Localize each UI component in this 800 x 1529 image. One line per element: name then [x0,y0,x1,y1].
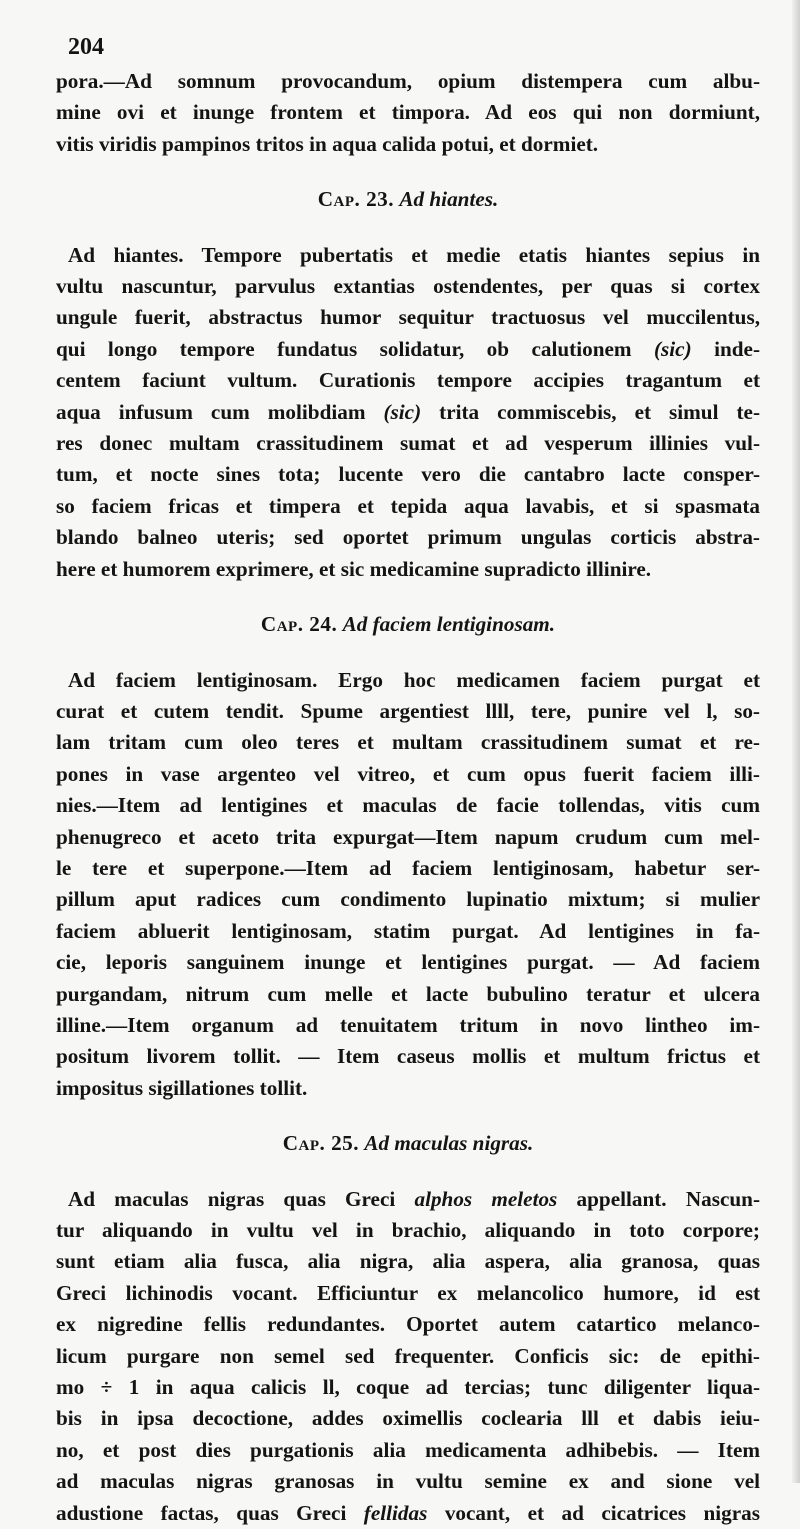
text-line: qui longo tempore fundatus solidatur, ob calutionem (sic) inde- [56,336,760,361]
text-line: ungule fuerit, abstractus humor sequitur tractuosus vel muccilentus, [56,305,760,330]
text-line: positum livorem tollit. — Item caseus mollis et multum frictus et [56,1044,760,1069]
page-number: 204 [68,34,104,60]
text-line: pillum aput radices cum condimento lupinatio mixtum; si mulier [56,887,760,912]
chapter-title: Ad maculas nigras. [364,1131,534,1156]
text-line: Ad faciem lentiginosam. Ergo hoc medicamen faciem purgat et [68,667,760,692]
text-line: mo ÷ 1 in aqua calicis ll, coque ad tercias; tunc diligenter liqua- [56,1375,760,1400]
page-content [56,66,760,1529]
text-line: impositus sigillationes tollit. [56,1075,308,1100]
text-line: licum purgare non semel sed frequenter. Conficis sic: de epithi- [56,1343,760,1368]
text-line: faciem abluerit lentiginosam, statim purgat. Ad lentigines in fa- [56,918,760,943]
chapter-title: Ad hiantes. [399,187,499,212]
text-line: Greci lichinodis vocant. Efficiuntur ex melancolico humore, id est [56,1280,760,1305]
text-line: res donec multam crassitudinem sumat et ad vesperum illinies vul- [56,431,760,456]
text-line: ex nigredine fellis redundantes. Oportet autem catartico melanco- [56,1312,760,1337]
text-line: mine ovi et inunge frontem et timpora. Ad eos qui non dormiunt, [56,100,760,125]
chapter-number: Cap. 23. [317,187,395,212]
text-line: tur aliquando in vultu vel in brachio, aliquando in toto corpore; [56,1218,760,1242]
chapter-heading [56,184,760,215]
chapter-heading [56,609,760,640]
text-line: no, et post dies purgationis alia medicamenta adhibebis. — Item [56,1437,760,1462]
chapter-title: Ad faciem lentiginosam. [342,612,556,637]
text-line: curat et cutem tendit. Spume argentiest llll, tere, punire vel l, so- [56,698,760,723]
text-line: sunt etiam alia fusca, alia nigra, alia aspera, alia granosa, quas [56,1249,760,1274]
text-line: phenugreco et aceto trita expurgat—Item napum crudum cum mel- [56,824,760,849]
text-line: here et humorem exprimere, et sic medicamine supradicto illinire. [56,556,652,581]
text-line: bis in ipsa decoctione, addes oximellis coclearia lll et dabis ieiu- [56,1406,760,1431]
text-line: vitis viridis pampinos tritos in aqua calida potui, et dormiet. [56,131,599,156]
text-line: blando balneo uteris; sed oportet primum ungulas corticis abstra- [56,525,760,550]
text-line: purgandam, nitrum cum melle et lacte bubulino teratur et ulcera [56,981,760,1006]
chapter-number: Cap. 24. [260,612,338,637]
paragraph [56,66,760,160]
text-line: nies.—Item ad lentigines et maculas de facie tollendas, vitis cum [56,793,760,818]
text-line: so faciem fricas et timpera et tepida aqua lavabis, et si spasmata [56,493,760,518]
text-line: cie, leporis sanguinem inunge et lentigines purgat. — Ad faciem [56,950,760,975]
text-line: Ad maculas nigras quas Greci alphos meletos appellant. Nascun- [68,1186,760,1211]
text-line: ad maculas nigras granosas in vultu semine ex and sione vel [56,1469,760,1494]
paragraph [56,1184,760,1529]
text-line: vultu nascuntur, parvulus extantias ostendentes, per quas si cortex [56,274,760,299]
chapter-number: Cap. 25. [282,1131,360,1156]
chapter-heading [56,1128,760,1159]
paragraph [56,665,760,1105]
text-line: lam tritam cum oleo teres et multam crassitudinem sumat et re- [56,730,760,755]
text-line: centem faciunt vultum. Curationis tempore accipies tragantum et [56,368,760,393]
text-line: pora.—Ad somnum provocandum, opium distempera cum albu- [56,69,760,93]
paragraph [56,240,760,585]
text-line: aqua infusum cum molibdiam (sic) trita commiscebis, et simul te- [56,399,760,424]
text-line: illine.—Item organum ad tenuitatem tritum in novo lintheo im- [56,1012,760,1037]
text-line: tum, et nocte sines tota; lucente vero die cantabro lacte consper- [56,462,760,487]
text-line: adustione factas, quas Greci fellidas vocant, et ad cicatrices nigras [56,1500,760,1525]
text-line: le tere et superpone.—Item ad faciem lentiginosam, habetur ser- [56,855,760,880]
text-line: pones in vase argenteo vel vitreo, et cum opus fuerit faciem illi- [56,761,760,786]
text-line: Ad hiantes. Tempore pubertatis et medie etatis hiantes sepius in [68,242,760,267]
